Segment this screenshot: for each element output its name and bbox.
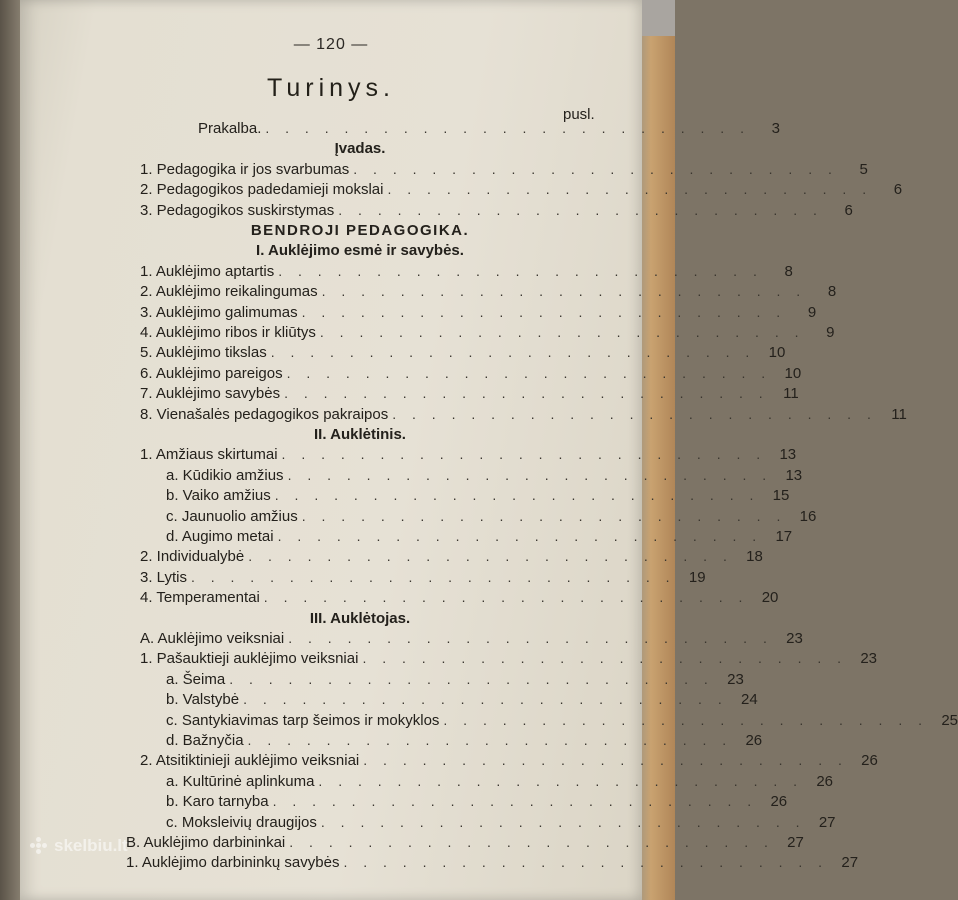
toc-entry-title: a. Kūdikio amžius (166, 466, 284, 484)
toc-entry-title: 1. Pašauktieji auklėjimo veiksniai (140, 650, 359, 668)
toc-entry (140, 589, 779, 609)
toc-leader-dots: . . . . . . . . . . . . . . . . . . . . . . . . . (362, 650, 848, 667)
toc-entry-title: A. Auklėjimo veiksniai (140, 630, 285, 647)
toc-entry-title: b. Valstybė (166, 691, 240, 709)
toc-entry-page: 6 (844, 201, 853, 219)
toc-entry-title: 1. Auklėjimo aptartis (140, 262, 275, 280)
toc-entry-page: 16 (799, 507, 817, 525)
toc-entry-title: 7. Auklėjimo savybės (140, 385, 281, 403)
toc-leader-dots: . . . . . . . . . . . . . . . . . . . . . . . . . (321, 283, 807, 300)
toc-leader-dots: . . . . . . . . . . . . . . . . . . . . . . . . . (363, 752, 848, 769)
toc-leader-dots: . . . . . . . . . . . . . . . . . . . . . . . . . (277, 528, 763, 544)
toc-entry-title: Prakalba. (198, 120, 262, 137)
toc-entry-title: 2. Atsitiktinieji auklėjimo veiksniai (140, 752, 360, 770)
toc-leader-dots: . . . . . . . . . . . . . . . . . . . . . . . . . (343, 854, 829, 871)
page-title: Turinys. (267, 74, 395, 102)
toc-entry-page: 20 (761, 589, 779, 607)
toc-entry (166, 528, 793, 548)
toc-heading: Įvadas. (334, 140, 386, 158)
toc-entry-page: 27 (787, 834, 804, 851)
toc-entry-title: c. Santykiavimas tarp šeimos ir mokyklos (166, 711, 440, 729)
toc-leader-dots: . . . . . . . . . . . . . . . . . . . . . . . . . (263, 589, 749, 606)
toc-entry-title: 3. Lytis (140, 568, 187, 586)
toc-entry-title: 4. Auklėjimo ribos ir kliūtys (140, 324, 316, 341)
toc-entry-page: 26 (816, 772, 834, 790)
table-surface-left (0, 0, 22, 900)
toc-heading: II. Auklėtinis. (314, 426, 406, 443)
toc-entry (140, 344, 786, 364)
toc-entry (140, 201, 853, 222)
page-number: — 120 — (293, 36, 369, 53)
toc-entry (198, 120, 780, 140)
toc-entry-page: 19 (688, 568, 706, 586)
toc-entry-page: 10 (784, 364, 802, 382)
toc-entry-title: a. Kultūrinė aplinkuma (166, 772, 315, 790)
toc-leader-dots: . . . . . . . . . . . . . . . . . . . . . . . . . (284, 385, 769, 402)
toc-entry-title: 8. Vienašalės pedagogikos pakraipos (140, 405, 389, 423)
toc-entry-page: 26 (770, 793, 788, 811)
toc-leader-dots: . . . . . . . . . . . . . . . . . . . . . . . . . (288, 630, 773, 646)
toc-entry-page: 27 (841, 854, 859, 872)
book-page (20, 0, 958, 900)
toc-entry-title: d. Bažnyčia (166, 732, 244, 749)
toc-entry (126, 834, 804, 854)
toc-entry-page: 11 (891, 405, 907, 423)
toc-leader-dots: . . . . . . . . . . . . . . . . . . . . . . . . . (248, 548, 733, 565)
toc-leader-dots: . . . . . . . . . . . . . . . . . . . . . . . . . (320, 813, 806, 830)
toc-leader-dots: . . . . . . . . . . . . . . . . . . . . . . . . . (272, 793, 758, 810)
toc-entry (166, 670, 744, 691)
toc-entry-title: 2. Auklėjimo reikalingumas (140, 283, 318, 301)
toc-leader-dots: . . . . . . . . . . . . . . . . . . . . . . . . . (318, 772, 804, 789)
toc-entry-title: 6. Auklėjimo pareigos (140, 364, 283, 382)
toc-leader-dots: . . . . . . . . . . . . . . . . . . . . . . . . . (247, 732, 733, 748)
toc-entry-page: 10 (768, 344, 786, 362)
toc-entry (166, 711, 958, 732)
toc-leader-dots: . . . . . . . . . . . . . . . . . . . . . . . . . (270, 344, 756, 361)
toc-entry-page: 11 (783, 385, 799, 403)
toc-entry-title: B. Auklėjimo darbininkai (126, 834, 286, 851)
toc-leader-dots: . . . . . . . . . . . . . . . . . . . . . . . . . (387, 181, 873, 198)
toc-heading: I. Auklėjimo esmė ir savybės. (256, 242, 464, 260)
watermark-text: skelbiu.lt (54, 836, 128, 855)
toc-entry-title: 4. Temperamentai (140, 589, 260, 607)
page-column-label: pusl. (563, 106, 595, 123)
toc-entry-title: 3. Pedagogikos suskirstymas (140, 201, 335, 219)
toc-entry-title: d. Augimo metai (166, 528, 274, 545)
toc-entry-title: 2. Pedagogikos padedamieji mokslai (140, 181, 384, 199)
toc-entry-page: 23 (727, 670, 744, 688)
toc-entry (166, 691, 758, 711)
toc-entry-page: 24 (741, 691, 758, 709)
toc-entry-title: a. Šeima (166, 670, 226, 688)
toc-entry (140, 752, 878, 772)
toc-entry-page: 3 (771, 120, 780, 137)
toc-entry (166, 772, 834, 793)
toc-entry (140, 283, 837, 303)
toc-entry-page: 8 (784, 262, 793, 280)
toc-leader-dots: . . . . . . . . . . . . . . . . . . . . . . . . . (392, 405, 877, 422)
toc-entry-title: 5. Auklėjimo tikslas (140, 344, 267, 362)
toc-entry-title: 1. Amžiaus skirtumai (140, 446, 278, 464)
toc-entry-page: 23 (860, 650, 878, 668)
toc-leader-dots: . . . . . . . . . . . . . . . . . . . . . . . . . (287, 466, 773, 483)
toc-entry-title: b. Vaiko amžius (166, 487, 271, 505)
watermark-logo-icon (30, 837, 48, 855)
toc-entry (140, 262, 793, 283)
toc-entry-title: c. Moksleivių draugijos (166, 813, 317, 831)
toc-entry-page: 8 (827, 283, 837, 301)
toc-entry-page: 13 (779, 446, 797, 464)
toc-leader-dots: . . . . . . . . . . . . . . . . . . . . . . . . . (278, 262, 763, 279)
toc-leader-dots: . . . . . . . . . . . . . . . . . . . . . . . . . (338, 201, 823, 218)
toc-entry (166, 813, 836, 834)
toc-leader-dots: . . . . . . . . . . . . . . . . . . . . . . . . . (443, 711, 928, 728)
toc-entry (126, 854, 859, 874)
toc-entry (140, 324, 835, 344)
toc-leader-dots: . . . . . . . . . . . . . . . . . . . . . . . . . (353, 160, 838, 177)
toc-entry (166, 507, 817, 528)
toc-leader-dots: . . . . . . . . . . . . . . . . . . . . . . . . . (243, 691, 728, 708)
toc-entry (140, 405, 907, 426)
toc-entry (166, 466, 803, 487)
toc-leader-dots: . . . . . . . . . . . . . . . . . . . . . . . . . (319, 324, 805, 340)
toc-entry-title: 2. Individualybė (140, 548, 245, 566)
toc-entry (166, 732, 763, 752)
toc-entry-title: b. Karo tarnyba (166, 793, 269, 811)
toc-entry-page: 27 (818, 813, 836, 831)
toc-leader-dots: . . . . . . . . . . . . . . . . . . . . . . . . . (229, 670, 714, 687)
toc-heading: III. Auklėtojas. (309, 609, 411, 627)
toc-entry (166, 793, 788, 813)
toc-entry-page: 15 (772, 487, 790, 505)
toc-leader-dots: . . . . . . . . . . . . . . . . . . . . . . . . . (286, 364, 772, 381)
toc-entry-title: c. Jaunuolio amžius (166, 507, 298, 525)
toc-entry (140, 160, 868, 181)
toc-heading: BENDROJI PEDAGOGIKA. (250, 222, 470, 239)
toc-entry (140, 303, 817, 324)
toc-leader-dots: . . . . . . . . . . . . . . . . . . . . . . . . . (281, 446, 767, 463)
toc-entry-page: 9 (807, 303, 817, 321)
toc-entry (166, 487, 790, 507)
toc-entry-page: 5 (859, 160, 868, 178)
toc-entry-title: 1. Auklėjimo darbininkų savybės (126, 854, 340, 872)
toc-entry-page: 25 (941, 711, 958, 729)
toc-entry-page: 9 (826, 324, 835, 341)
toc-entry-page: 26 (861, 752, 878, 770)
toc-leader-dots: . . . . . . . . . . . . . . . . . . . . . . . . . (301, 303, 787, 320)
toc-entry (140, 446, 797, 466)
toc-entry (140, 385, 799, 405)
toc-leader-dots: . . . . . . . . . . . . . . . . . . . . . . . . . (265, 120, 750, 136)
toc-entry-page: 17 (775, 528, 793, 545)
toc-entry (140, 630, 803, 650)
toc-entry-page: 18 (746, 548, 763, 566)
toc-entry (140, 181, 903, 201)
toc-leader-dots: . . . . . . . . . . . . . . . . . . . . . . . . . (274, 487, 760, 504)
toc-entry-page: 23 (786, 630, 803, 647)
toc-leader-dots: . . . . . . . . . . . . . . . . . . . . . . . . . (190, 568, 676, 585)
toc-entry-title: 3. Auklėjimo galimumas (140, 303, 298, 321)
toc-entry-title: 1. Pedagogika ir jos svarbumas (140, 160, 350, 178)
toc-entry (140, 650, 878, 670)
toc-leader-dots: . . . . . . . . . . . . . . . . . . . . . . . . . (289, 834, 774, 850)
toc-entry (140, 548, 763, 568)
watermark (30, 836, 128, 856)
toc-entry-page: 6 (893, 181, 903, 199)
toc-entry-page: 26 (745, 732, 763, 749)
toc-entry (140, 364, 802, 385)
toc-entry (140, 568, 706, 589)
toc-entry-page: 13 (785, 466, 803, 484)
toc-leader-dots: . . . . . . . . . . . . . . . . . . . . . . . . . (301, 507, 787, 524)
